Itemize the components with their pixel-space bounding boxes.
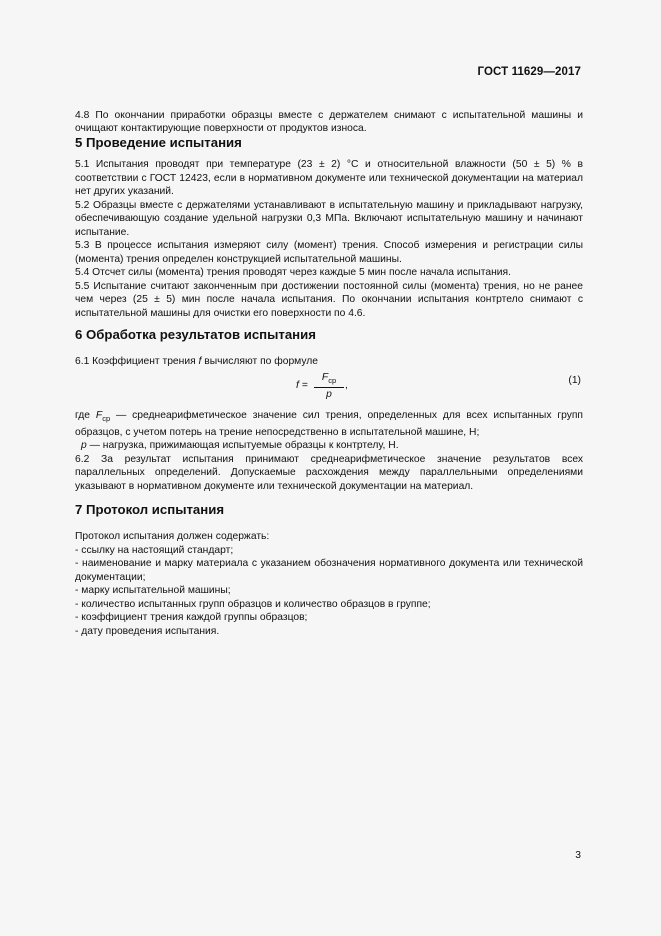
paragraph-5-3: 5.3 В процессе испытания измеряют силу (момент) трения. Способ измерения и регистрации силы (момента) трения определен конструкцией испытательной машины. xyxy=(75,240,583,265)
protocol-item: - коэффициент трения каждой группы образцов; xyxy=(75,612,308,623)
symbol-F: F xyxy=(95,410,103,421)
where-f-text: — среднеарифметическое значение сил трения, определенных для всех испытанных групп образцов, с учетом потерь на трение непосредственно в испытательной машине, Н; xyxy=(75,410,584,438)
section-5-title: 5 Проведение испытания xyxy=(75,135,242,150)
formula-lhs: f = xyxy=(296,380,308,391)
section-7-body xyxy=(75,530,583,638)
document-code: ГОСТ 11629—2017 xyxy=(477,66,581,78)
paragraph-text: 6.1 Коэффициент трения xyxy=(75,356,199,367)
paragraph-4-8 xyxy=(75,95,583,136)
formula-tail: , xyxy=(345,380,348,391)
where-p-line xyxy=(75,439,583,453)
symbol-p: p xyxy=(81,440,87,452)
formula-num-symbol: F xyxy=(321,372,329,383)
where-block xyxy=(75,409,583,493)
paragraph-text: 4.8 По окончании приработки образцы вместе с держателем снимают с испытательной машины и очищают контактирующие поверхности от продуктов износа. xyxy=(75,109,583,134)
where-p-text: — нагрузка, прижимающая испытуемые образцы к контртелу, Н. xyxy=(86,440,399,452)
paragraph-5-5: 5.5 Испытание считают законченным при достижении постоянной силы (момента) трения, но не ранее чем через (25 ± 5) мин после начала испытания. По окончании испытания контртело снимают с испытательной машины для очистки его поверхности по 4.6. xyxy=(75,280,583,319)
protocol-item: - количество испытанных групп образцов и количество образцов в группе; xyxy=(75,598,431,610)
paragraph-5-4: 5.4 Отсчет силы (момента) трения проводят через каждые 5 мин после начала испытания. xyxy=(75,267,511,278)
formula-1 xyxy=(296,372,356,404)
where-f-line xyxy=(75,409,583,439)
protocol-item: - марку испытательной машины; xyxy=(75,585,231,596)
protocol-item: - наименование и марку материала с указанием обозначения нормативного документа или технической документации; xyxy=(75,558,583,583)
paragraph-5-2: 5.2 Образцы вместе с держателями устанавливают в испытательную машину и прикладывают нагрузку, обеспечивающую создание удельной нагрузки 0,3 МПа. Включают испытательную машину и начинают испытание. xyxy=(75,199,583,238)
equation-number: (1) xyxy=(568,375,581,386)
page-number: 3 xyxy=(575,850,581,861)
protocol-intro: Протокол испытания должен содержать: xyxy=(75,531,270,542)
symbol-F-subscript: ср xyxy=(102,414,111,424)
formula-numerator xyxy=(314,372,344,385)
paragraph-6-2: 6.2 За результат испытания принимают среднеарифметическое значение результатов всех параллельных определений. Допускаемые расхождения между параллельными определениями указывают в нормативном документе или технической документации на материал. xyxy=(75,453,583,492)
formula-denominator: p xyxy=(326,389,332,400)
where-word: где xyxy=(75,410,96,421)
paragraph-5-1: 5.1 Испытания проводят при температуре (23 ± 2) °С и относительной влажности (50 ± 5) % в соответствии с ГОСТ 12423, если в нормативном документе или технической документации на материал нет других указаний. xyxy=(75,159,583,197)
section-7-title: 7 Протокол испытания xyxy=(75,502,225,517)
protocol-item: - ссылку на настоящий стандарт; xyxy=(75,544,234,556)
section-5-body xyxy=(75,158,583,320)
paragraph-6-1 xyxy=(75,355,583,369)
section-6-title: 6 Обработка результатов испытания xyxy=(75,327,316,342)
formula-num-subscript: ср xyxy=(328,376,337,386)
fraction-bar xyxy=(314,387,344,388)
symbol-f: f xyxy=(198,356,202,367)
protocol-item: - дату проведения испытания. xyxy=(75,625,220,637)
paragraph-text: вычисляют по формуле xyxy=(201,356,319,367)
